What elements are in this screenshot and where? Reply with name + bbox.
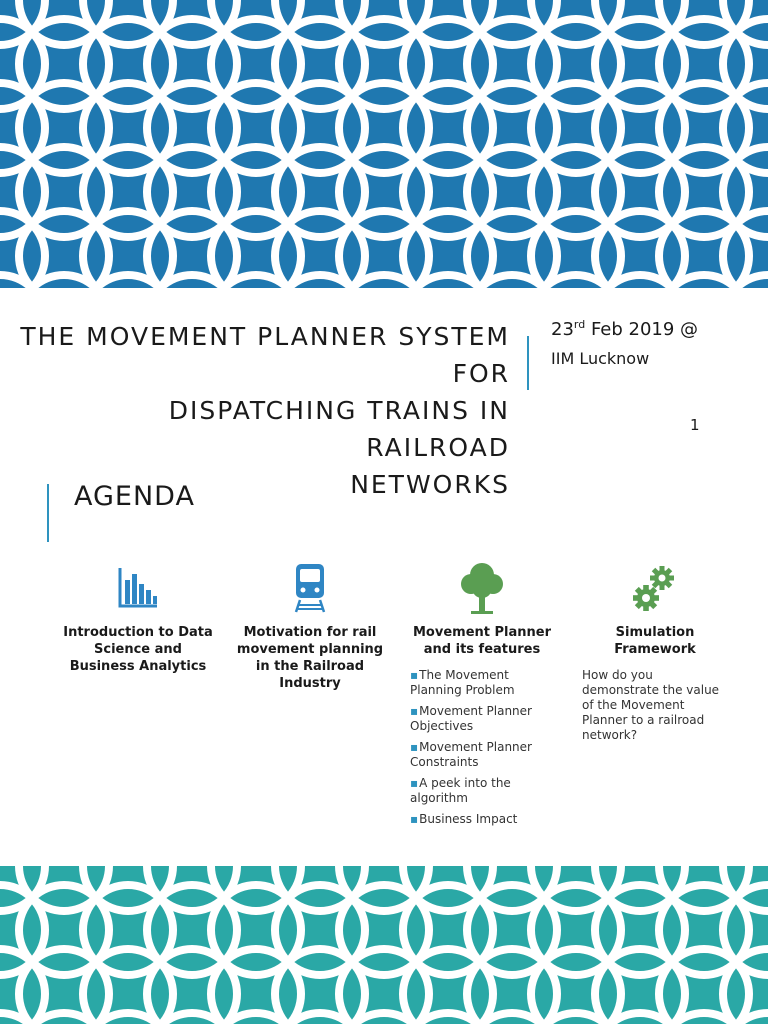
list-item: ▪ A peek into the algorithm (410, 776, 560, 806)
bottom-pattern-band (0, 866, 768, 1024)
agenda-item-movement-planner (404, 560, 560, 833)
top-pattern-graphic (0, 0, 768, 288)
agenda-heading: AGENDA (74, 481, 195, 512)
title-line-2: DISPATCHING TRAINS IN RAILROAD (168, 396, 510, 462)
agenda-item-description: How do you demonstrate the value of the Movement Planner to a railroad network? (582, 668, 720, 742)
date-rest: Feb 2019 @ (585, 319, 699, 340)
agenda-item-title: Simulation Framework (614, 625, 696, 657)
tree-icon (404, 560, 560, 616)
agenda-item-simulation (578, 560, 732, 743)
bar-chart-icon (60, 560, 216, 616)
feature-list (410, 668, 560, 827)
list-item: ▪ The Movement Planning Problem (410, 668, 560, 698)
list-item: ▪ Movement Planner Objectives (410, 704, 560, 734)
title-line-1: THE MOVEMENT PLANNER SYSTEM FOR (20, 322, 510, 388)
gears-icon (578, 560, 732, 616)
top-pattern-band (0, 0, 768, 288)
title-divider (527, 336, 529, 390)
agenda-item-title: Introduction to Data Science and Business Analytics (63, 625, 213, 674)
agenda-item-title: Movement Planner and its features (412, 625, 551, 657)
date-day: 23 (551, 319, 574, 340)
venue: IIM Lucknow (551, 349, 650, 368)
agenda-item-motivation (234, 560, 386, 692)
bottom-pattern-graphic (0, 866, 768, 1024)
presentation-date (551, 318, 698, 340)
date-suffix: rd (573, 318, 586, 331)
agenda-divider (47, 484, 49, 542)
title-line-3: NETWORKS (350, 470, 510, 499)
page-number: 1 (690, 416, 700, 434)
agenda-item-data-science (60, 560, 216, 675)
slide-title (20, 318, 510, 503)
list-item: ▪ Movement Planner Constraints (410, 740, 560, 770)
list-item: ▪ Business Impact (410, 812, 560, 827)
agenda-item-title: Motivation for rail movement planning in the Railroad Industry (236, 625, 384, 691)
train-icon (234, 560, 386, 616)
